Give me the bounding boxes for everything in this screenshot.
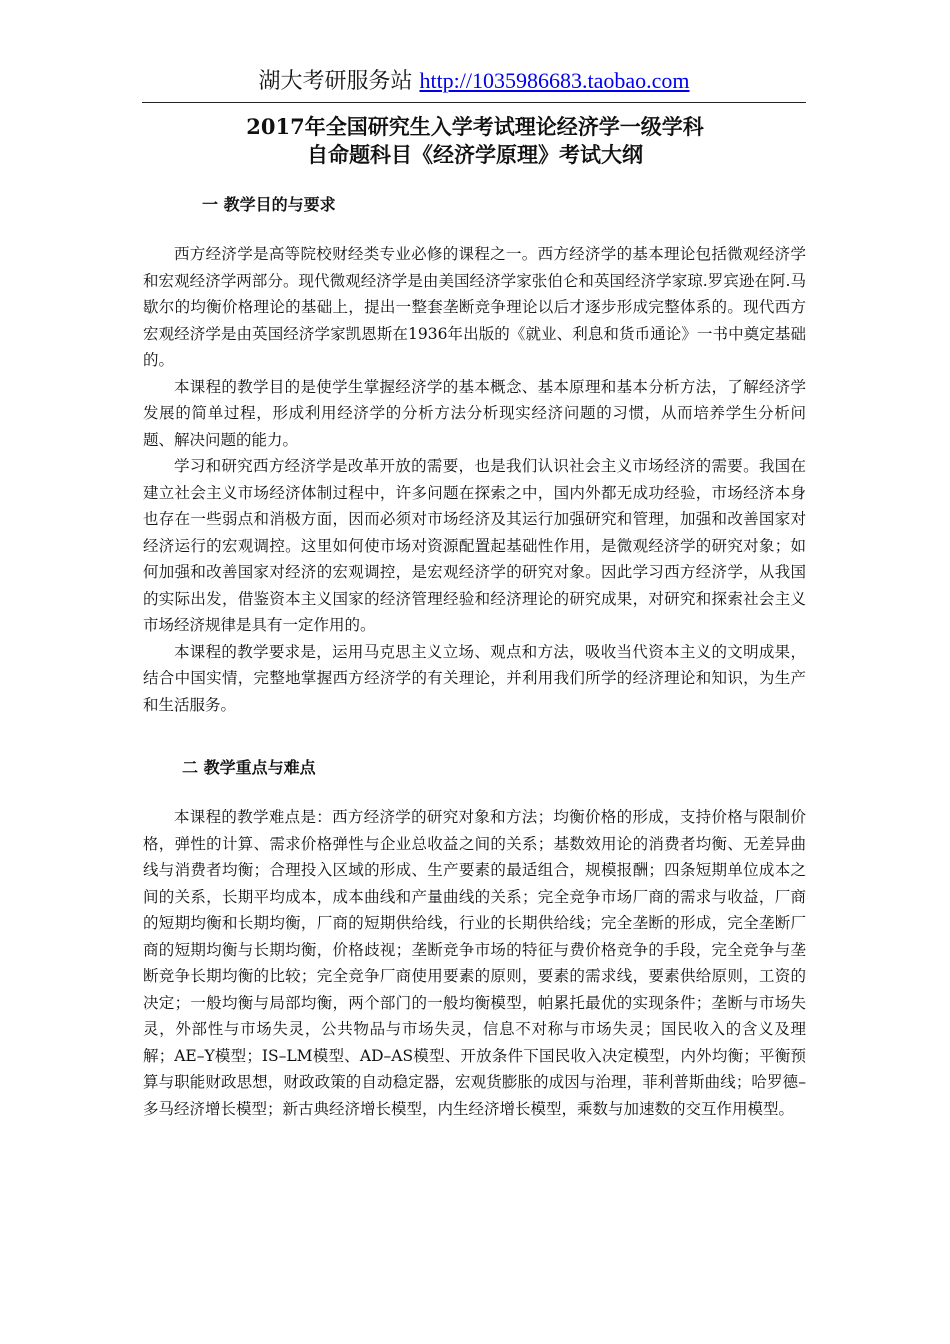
section-body-key-points	[143, 804, 806, 1122]
section-body-objectives	[143, 241, 806, 718]
paragraph: 学习和研究西方经济学是改革开放的需要，也是我们认识社会主义市场经济的需要。我国在建立社会主义市场经济体制过程中，许多问题在探索之中，国内外都无成功经验，市场经济本身也存在一些弱点和消极方面，因而必须对市场经济及其运行加强研究和管理，加强和改善国家对经济运行的宏观调控。这里如何使市场对资源配置起基础性作用，是微观经济学的研究对象；如何加强和改善国家对经济的宏观调控，是宏观经济学的研究对象。因此学习西方经济学，从我国的实际出发，借鉴资本主义国家的经济管理经验和经济理论的研究成果，对研究和探索社会主义市场经济规律是具有一定作用的。	[143, 457, 806, 634]
paragraph: 本课程的教学目的是使学生掌握经济学的基本概念、基本原理和基本分析方法，了解经济学发展的简单过程，形成利用经济学的分析方法分析现实经济问题的习惯，从而培养学生分析问题、解决问题的能力。	[143, 377, 806, 449]
paragraph: 本课程的教学要求是，运用马克思主义立场、观点和方法，吸收当代资本主义的文明成果，结合中国实情，完整地掌握西方经济学的有关理论，并利用我们所学的经济理论和知识，为生产和生活服务。	[143, 642, 806, 714]
title-line-2: 自命题科目《经济学原理》考试大纲	[307, 142, 643, 167]
paragraph: 本课程的教学难点是：西方经济学的研究对象和方法；均衡价格的形成，支持价格与限制价格，弹性的计算、需求价格弹性与企业总收益之间的关系；基数效用论的消费者均衡、无差异曲线与消费者均衡；合理投入区域的形成、生产要素的最适组合，规模报酬；四条短期单位成本之间的关系，长期平均成本，成本曲线和产量曲线的关系；完全竞争市场厂商的需求与收益，厂商的短期均衡和长期均衡，厂商的短期供给线，行业的长期供给线；完全垄断的形成，完全垄断厂商的短期均衡与长期均衡，价格歧视；垄断竞争市场的特征与费价格竞争的手段，完全竞争与垄断竞争长期均衡的比较；完全竞争厂商使用要素的原则，要素的需求线，要素供给原则，工资的决定；一般均衡与局部均衡，两个部门的一般均衡模型，帕累托最优的实现条件；垄断与市场失灵，外部性与市场失灵，公共物品与市场失灵，信息不对称与市场失灵；国民收入的含义及理解；AE–Y模型；IS–LM模型、AD–AS模型、开放条件下国民收入决定模型，内外均衡；平衡预算与职能财政思想，财政政策的自动稳定器，宏观货膨胀的成因与治理，菲利普斯曲线；哈罗德–多马经济增长模型；新古典经济增长模型，内生经济增长模型，乘数与加速数的交互作用模型。	[143, 808, 806, 1118]
header-divider	[142, 102, 806, 103]
section-heading-objectives: 一 教学目的与要求	[202, 195, 336, 214]
paragraph: 西方经济学是高等院校财经类专业必修的课程之一。西方经济学的基本理论包括微观经济学和宏观经济学两部分。现代微观经济学是由美国经济学家张伯仑和英国经济学家琼.罗宾逊在阿.马歇尔的均衡价格理论的基础上，提出一整套垄断竞争理论以后才逐步形成完整体系的。现代西方宏观经济学是由英国经济学家凯恩斯在1936年出版的《就业、利息和货币通论》一书中奠定基础的。	[143, 245, 806, 369]
header-site-name: 湖大考研服务站	[258, 69, 413, 94]
page-header	[142, 66, 806, 97]
header-store-link[interactable]: http://1035986683.taobao.com	[419, 68, 690, 93]
document-title	[120, 113, 830, 169]
title-line-1: 2017年全国研究生入学考试理论经济学一级学科	[246, 114, 704, 139]
section-heading-key-points: 二 教学重点与难点	[182, 758, 316, 777]
